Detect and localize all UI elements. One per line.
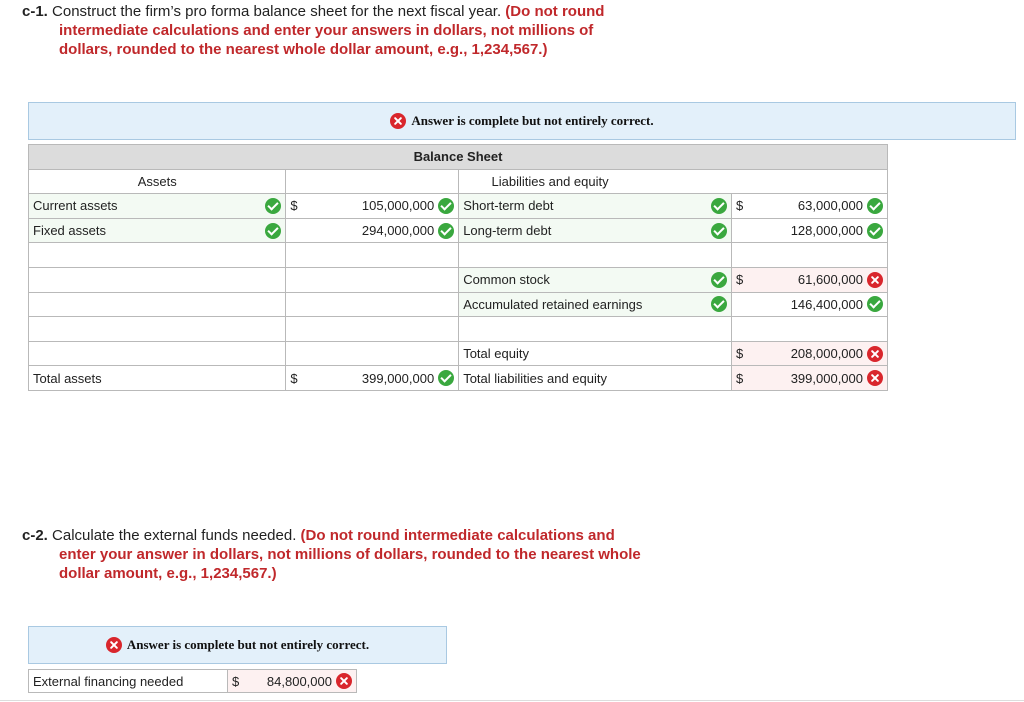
incorrect-icon — [390, 113, 406, 129]
answer-status-text: Answer is complete but not entirely correct. — [411, 113, 654, 128]
question-label: c-2. — [22, 527, 48, 544]
common-stock-label: Common stock — [463, 272, 550, 288]
currency-symbol: $ — [290, 370, 298, 386]
incorrect-icon — [867, 370, 883, 386]
divider — [0, 700, 1024, 701]
instruction-text: intermediate calculations and enter your answers in dollars, not millions of — [59, 22, 594, 39]
correct-icon — [711, 296, 727, 312]
external-financing-label: External financing needed — [28, 669, 228, 693]
currency-symbol: $ — [736, 198, 744, 214]
correct-icon — [867, 198, 883, 214]
fixed-assets-cell — [29, 218, 286, 243]
instruction-text: dollars, rounded to the nearest whole dollar amount, e.g., 1,234,567.) — [59, 41, 548, 58]
common-stock-cell — [459, 267, 732, 292]
currency-symbol: $ — [290, 198, 298, 214]
current-assets-label: Current assets — [33, 198, 118, 214]
incorrect-icon — [867, 272, 883, 288]
total-assets-input[interactable] — [286, 366, 459, 391]
total-liabilities-equity-value: 399,000,000 — [790, 370, 863, 386]
balance-sheet-table — [28, 144, 888, 391]
long-term-debt-cell — [459, 218, 732, 243]
total-equity-label: Total equity — [459, 341, 732, 366]
question-c2 — [22, 526, 692, 583]
question-label: c-1. — [22, 3, 48, 20]
long-term-debt-label: Long-term debt — [463, 223, 552, 239]
short-term-debt-label: Short-term debt — [463, 198, 554, 214]
total-liabilities-equity-input[interactable] — [732, 366, 888, 391]
retained-earnings-value: 146,400,000 — [790, 296, 863, 312]
answer-status-banner — [28, 102, 1016, 140]
currency-symbol: $ — [736, 370, 744, 386]
currency-symbol: $ — [232, 673, 240, 689]
common-stock-value: 61,600,000 — [797, 272, 863, 288]
instruction-text: enter your answer in dollars, not millions of dollars, rounded to the nearest whole — [59, 546, 641, 563]
correct-icon — [711, 272, 727, 288]
incorrect-icon — [867, 346, 883, 362]
fixed-assets-input[interactable] — [286, 218, 459, 243]
total-liabilities-equity-label: Total liabilities and equity — [459, 366, 732, 391]
external-financing-value: 84,800,000 — [266, 673, 332, 689]
current-assets-input[interactable] — [286, 194, 459, 219]
short-term-debt-cell — [459, 194, 732, 219]
common-stock-input[interactable] — [732, 267, 888, 292]
answer-status-text: Answer is complete but not entirely correct. — [126, 637, 370, 652]
correct-icon — [867, 223, 883, 239]
current-assets-cell — [29, 194, 286, 219]
correct-icon — [867, 296, 883, 312]
external-financing-input[interactable] — [227, 669, 357, 693]
question-text: Calculate the external funds needed. — [47, 527, 301, 544]
incorrect-icon — [106, 637, 122, 653]
fixed-assets-value: 294,000,000 — [361, 223, 435, 239]
instruction-text: (Do not round — [505, 3, 605, 20]
liabilities-header: Liabilities and equity — [459, 169, 888, 194]
correct-icon — [265, 223, 281, 239]
question-text: Construct the firm’s pro forma balance sheet for the next fiscal year. — [47, 3, 506, 20]
correct-icon — [438, 370, 454, 386]
retained-earnings-input[interactable] — [732, 292, 888, 317]
correct-icon — [438, 223, 454, 239]
incorrect-icon — [336, 673, 352, 689]
long-term-debt-value: 128,000,000 — [790, 223, 863, 239]
question-c1 — [22, 2, 692, 59]
total-equity-value: 208,000,000 — [790, 346, 863, 362]
correct-icon — [711, 223, 727, 239]
currency-symbol: $ — [736, 346, 744, 362]
instruction-text: (Do not round intermediate calculations and — [300, 527, 615, 544]
retained-earnings-cell — [459, 292, 732, 317]
answer-status-banner-2 — [28, 626, 447, 664]
correct-icon — [711, 198, 727, 214]
short-term-debt-input[interactable] — [732, 194, 888, 219]
currency-symbol: $ — [736, 272, 744, 288]
total-assets-label: Total assets — [29, 366, 286, 391]
assets-header: Assets — [29, 169, 286, 194]
balance-sheet-title: Balance Sheet — [29, 145, 888, 170]
total-assets-value: 399,000,000 — [361, 370, 435, 386]
current-assets-value: 105,000,000 — [361, 198, 435, 214]
instruction-text: dollar amount, e.g., 1,234,567.) — [59, 565, 277, 582]
fixed-assets-label: Fixed assets — [33, 223, 106, 239]
short-term-debt-value: 63,000,000 — [797, 198, 863, 214]
correct-icon — [438, 198, 454, 214]
retained-earnings-label: Accumulated retained earnings — [463, 296, 643, 312]
total-equity-input[interactable] — [732, 341, 888, 366]
external-financing-row — [28, 669, 357, 693]
long-term-debt-input[interactable] — [732, 218, 888, 243]
correct-icon — [265, 198, 281, 214]
